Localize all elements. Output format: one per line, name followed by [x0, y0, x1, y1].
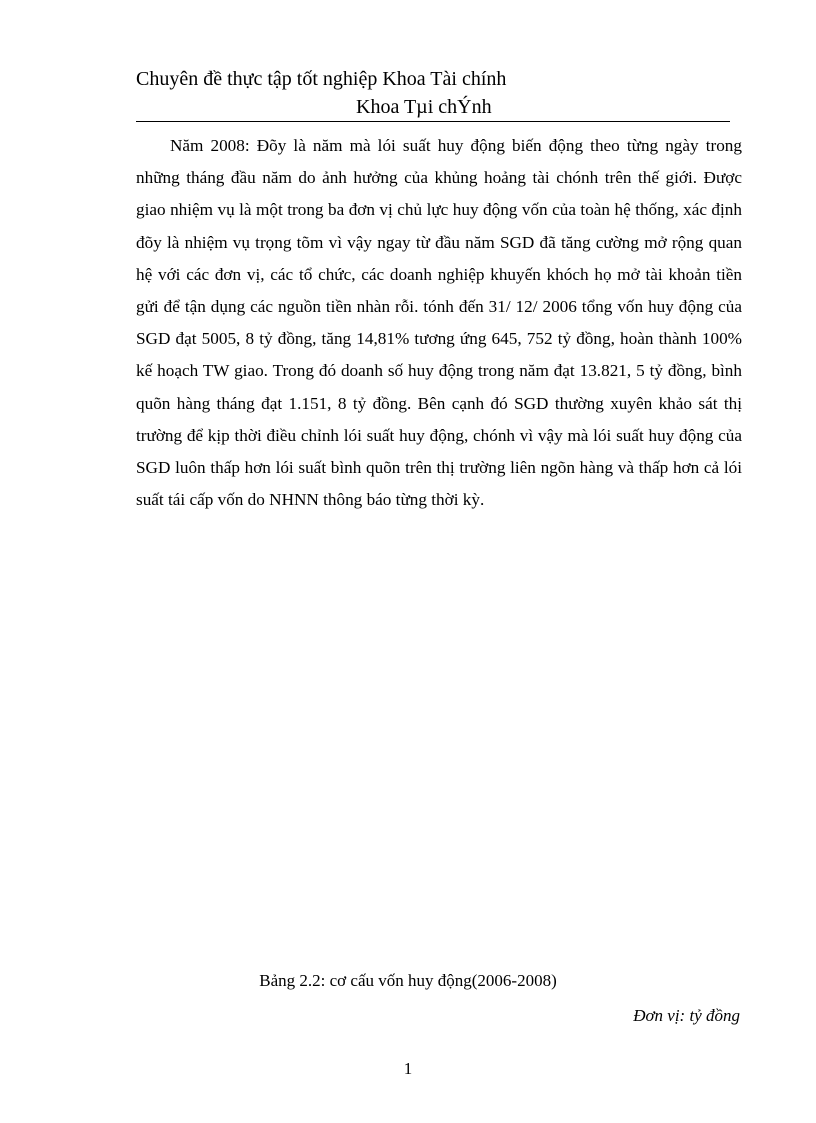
header-title: Chuyên đề thực tập tốt nghiệp Khoa Tài chính	[136, 68, 507, 90]
header-divider	[136, 121, 730, 122]
body-paragraph: Năm 2008: Đõy là năm mà lói suất huy động biến động theo từng ngày trong những tháng đầu năm do ảnh hưởng của khủng hoảng tài chónh trên thế giới. Được giao nhiệm vụ là một trong ba đơn vị chủ lực huy động vốn của toàn hệ thống, xác định đõy là nhiệm vụ trọng tõm vì vậy ngay từ đầu năm SGD đã tăng cường mở rộng quan hệ với các đơn vị, các tổ chức, các doanh nghiệp khuyến khóch họ mở tài khoản tiền gửi để tận dụng các nguồn tiền nhàn rỗi. tónh đến 31/ 12/ 2006 tổng vốn huy động của SGD đạt 5005, 8 tỷ đồng, tăng 14,81% tương ứng 645, 752 tỷ đồng, hoàn thành 100% kế hoạch TW giao. Trong đó doanh số huy động trong năm đạt 13.821, 5 tỷ đồng, bình quõn hàng tháng đạt 1.151, 8 tỷ đồng. Bên cạnh đó SGD thường xuyên khảo sát thị trường để kịp thời điều chỉnh lói suất huy động, chónh vì vậy mà lói suất huy động của SGD luôn thấp hơn lói suất bình quõn trên thị trường liên ngõn hàng và thấp hơn cả lói suất tái cấp vốn do NHNN thông báo từng thời kỳ.	[136, 136, 742, 510]
unit-note: Đơn vị: tỷ đồng	[633, 1006, 740, 1025]
page-number: 1	[403, 1059, 413, 1078]
table-caption: Bảng 2.2: cơ cấu vốn huy động(2006-2008)	[259, 971, 557, 990]
header-subtitle: Khoa Tµi chÝnh	[356, 96, 492, 118]
